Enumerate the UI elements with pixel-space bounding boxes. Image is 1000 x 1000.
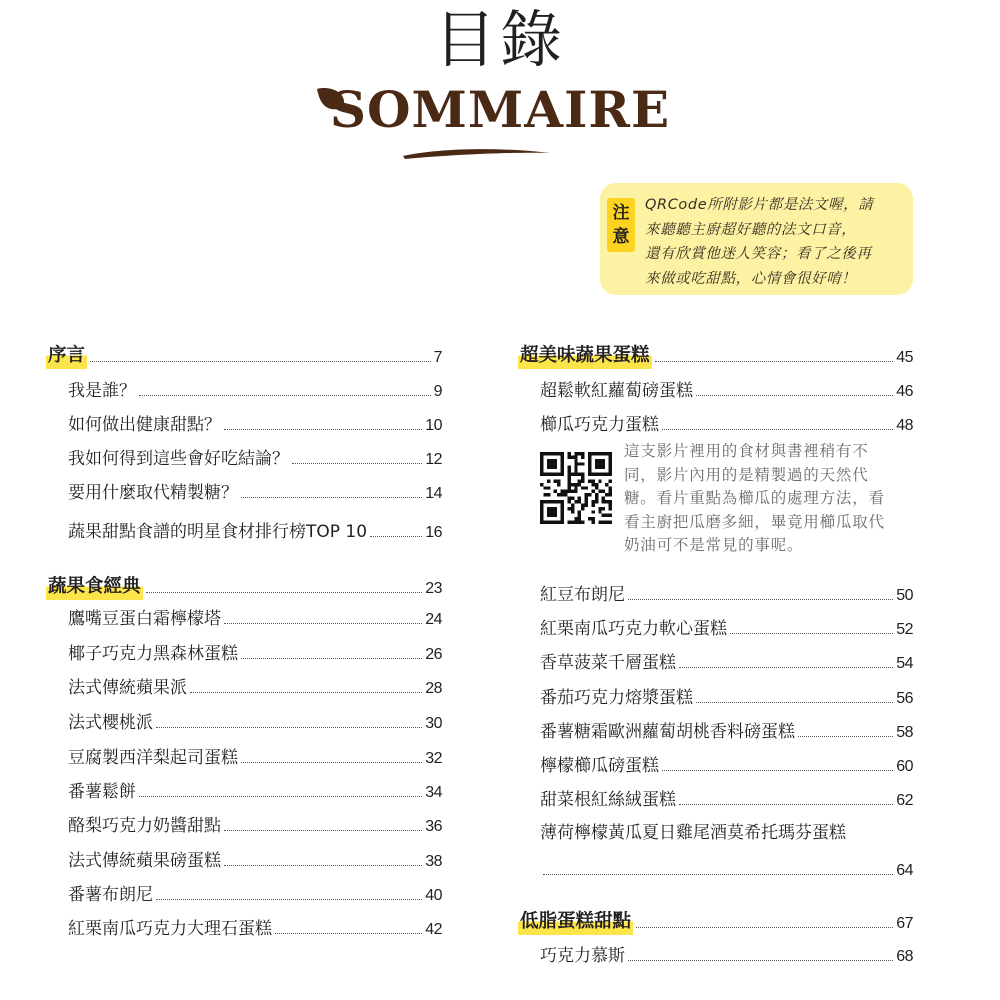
dot-leader <box>241 762 422 763</box>
toc-entry <box>540 645 913 675</box>
toc-entry-label: 法式傳統蘋果派 <box>68 678 187 698</box>
toc-page-number: 58 <box>896 724 913 741</box>
dot-leader <box>662 429 893 430</box>
toc-page-number: 38 <box>425 853 442 870</box>
page-title: 目錄 <box>433 3 566 76</box>
toc-page-number: 46 <box>896 383 913 400</box>
dot-leader <box>139 796 422 797</box>
toc-page-number: 50 <box>896 587 913 604</box>
toc-entry-label: 要用什麼取代精製糖？ <box>68 483 238 503</box>
toc-entry-label: 番茄巧克力熔漿蛋糕 <box>540 688 693 708</box>
toc-entry <box>68 636 442 666</box>
toc-page-number: 9 <box>433 383 442 400</box>
toc-entry-label: 我如何得到這些會好吃結論？ <box>68 449 289 469</box>
toc-section-heading <box>48 339 442 369</box>
toc-page-number: 12 <box>425 451 442 468</box>
toc-entry <box>68 740 442 770</box>
toc-entry <box>68 441 442 471</box>
qr-note-text: 這支影片裡用的食材與書裡稍有不 同，影片內用的是精製過的天然代 糖。看片重點為櫛瓜的處理方法，看 看主廚把瓜磨多細，畢竟用櫛瓜取代 奶油可不是常見的事呢。 <box>624 442 885 554</box>
toc-page-number: 23 <box>425 580 442 597</box>
toc-entry-label: 超鬆軟紅蘿蔔磅蛋糕 <box>540 381 693 401</box>
dot-leader <box>662 770 893 771</box>
dot-leader <box>679 667 893 668</box>
toc-page-number: 62 <box>896 792 913 809</box>
toc-entry-label: 紅栗南瓜巧克力軟心蛋糕 <box>540 619 727 639</box>
toc-entry-label: 序言 <box>46 341 87 369</box>
toc-entry-label: 檸檬櫛瓜磅蛋糕 <box>540 756 659 776</box>
toc-entry-label: 蔬果食經典 <box>46 572 143 600</box>
toc-section-heading <box>520 905 913 935</box>
toc-page-number: 64 <box>896 862 913 879</box>
toc-entry-label: 薄荷檸檬黃瓜夏日雞尾酒莫希托瑪芬蛋糕 <box>540 823 846 843</box>
page-subtitle: SOMMAIRE <box>329 80 671 139</box>
note-text: QRCode所附影片都是法文喔，請 來聽聽主廚超好聽的法文口音， 還有欣賞他迷人笑容；看了之後再 來做或吃甜點，心情會很好唷！ <box>645 197 874 287</box>
dot-leader <box>139 395 431 396</box>
toc-entry-label: 香草菠菜千層蛋糕 <box>540 653 676 673</box>
dot-leader <box>730 633 893 634</box>
dot-leader <box>156 727 422 728</box>
toc-entry <box>540 407 913 437</box>
toc-entry <box>68 774 442 804</box>
toc-entry-label: 蔬果甜點食譜的明星食材排行榜TOP 10 <box>68 522 368 542</box>
dot-leader <box>292 463 422 464</box>
toc-entry-label: 法式櫻桃派 <box>68 713 153 733</box>
dot-leader <box>655 361 894 362</box>
toc-entry-label: 甜菜根紅絲絨蛋糕 <box>540 790 676 810</box>
dot-leader <box>679 804 893 805</box>
dot-leader <box>636 927 893 928</box>
note-badge <box>607 198 635 252</box>
toc-page-number: 40 <box>425 887 442 904</box>
dot-leader <box>798 736 893 737</box>
toc-entry-label: 如何做出健康甜點？ <box>68 415 221 435</box>
dot-leader <box>224 429 422 430</box>
toc-entry <box>540 938 913 968</box>
dot-leader <box>275 933 422 934</box>
toc-page-number: 10 <box>425 417 442 434</box>
toc-page-number: 54 <box>896 655 913 672</box>
toc-entry-label: 我是誰？ <box>68 381 136 401</box>
toc-page-number: 28 <box>425 680 442 697</box>
toc-entry-label: 番薯鬆餅 <box>68 782 136 802</box>
toc-entry-label: 番薯糖霜歐洲蘿蔔胡桃香料磅蛋糕 <box>540 722 795 742</box>
dot-leader <box>241 658 422 659</box>
toc-page-number: 16 <box>425 524 442 541</box>
toc-entry-label: 低脂蛋糕甜點 <box>518 907 633 935</box>
toc-entry <box>540 611 913 641</box>
swoosh-ornament-icon <box>400 140 555 166</box>
dot-leader <box>224 623 422 624</box>
toc-entry <box>540 852 913 882</box>
toc-page-number: 45 <box>896 349 913 366</box>
toc-entry-label: 番薯布朗尼 <box>68 885 153 905</box>
toc-entry <box>540 680 913 710</box>
toc-page-number: 67 <box>896 915 913 932</box>
dot-leader <box>156 899 422 900</box>
toc-page-number: 42 <box>425 921 442 938</box>
dot-leader <box>628 599 893 600</box>
toc-page-number: 48 <box>896 417 913 434</box>
toc-entry <box>540 815 913 845</box>
toc-section-heading <box>520 339 913 369</box>
dot-leader <box>90 361 431 362</box>
toc-entry <box>540 373 913 403</box>
qr-code-icon <box>540 452 612 524</box>
toc-page-number: 24 <box>425 611 442 628</box>
toc-entry-label: 櫛瓜巧克力蛋糕 <box>540 415 659 435</box>
toc-entry <box>68 514 442 544</box>
toc-page-number: 56 <box>896 690 913 707</box>
toc-entry-label: 紅豆布朗尼 <box>540 585 625 605</box>
toc-entry-label: 巧克力慕斯 <box>540 946 625 966</box>
toc-entry <box>540 714 913 744</box>
toc-entry-label: 法式傳統蘋果磅蛋糕 <box>68 851 221 871</box>
dot-leader <box>628 960 893 961</box>
dot-leader <box>241 497 422 498</box>
toc-section-heading <box>48 570 442 600</box>
toc-entry-label: 超美味蔬果蛋糕 <box>518 341 652 369</box>
toc-entry-label: 椰子巧克力黑森林蛋糕 <box>68 644 238 664</box>
dot-leader <box>146 592 423 593</box>
toc-page-number: 30 <box>425 715 442 732</box>
dot-leader <box>190 692 422 693</box>
dot-leader <box>224 830 422 831</box>
toc-entry <box>540 577 913 607</box>
toc-entry <box>68 475 442 505</box>
toc-page-number: 32 <box>425 750 442 767</box>
toc-page-number: 68 <box>896 948 913 965</box>
toc-entry <box>68 373 442 403</box>
toc-entry <box>68 843 442 873</box>
toc-page-number: 7 <box>433 349 442 366</box>
toc-entry <box>68 407 442 437</box>
dot-leader <box>696 395 893 396</box>
dot-leader <box>370 536 422 537</box>
toc-entry <box>540 782 913 812</box>
toc-entry <box>68 877 442 907</box>
dot-leader <box>696 702 893 703</box>
toc-entry-label: 豆腐製西洋梨起司蛋糕 <box>68 748 238 768</box>
dot-leader <box>543 874 893 875</box>
toc-entry <box>68 705 442 735</box>
toc-page-number: 34 <box>425 784 442 801</box>
toc-entry <box>68 808 442 838</box>
toc-entry-label: 鷹嘴豆蛋白霜檸檬塔 <box>68 609 221 629</box>
toc-entry-label: 紅栗南瓜巧克力大理石蛋糕 <box>68 919 272 939</box>
toc-entry <box>540 748 913 778</box>
dot-leader <box>224 865 422 866</box>
toc-entry <box>68 601 442 631</box>
toc-entry-label: 酪梨巧克力奶醬甜點 <box>68 816 221 836</box>
toc-page-number: 26 <box>425 646 442 663</box>
note-badge-char: 注 <box>612 203 630 223</box>
toc-entry <box>68 911 442 941</box>
toc-entry <box>68 670 442 700</box>
toc-page-number: 14 <box>425 485 442 502</box>
note-badge-char: 意 <box>612 227 630 247</box>
toc-page-number: 60 <box>896 758 913 775</box>
toc-page-number: 36 <box>425 818 442 835</box>
toc-page-number: 52 <box>896 621 913 638</box>
